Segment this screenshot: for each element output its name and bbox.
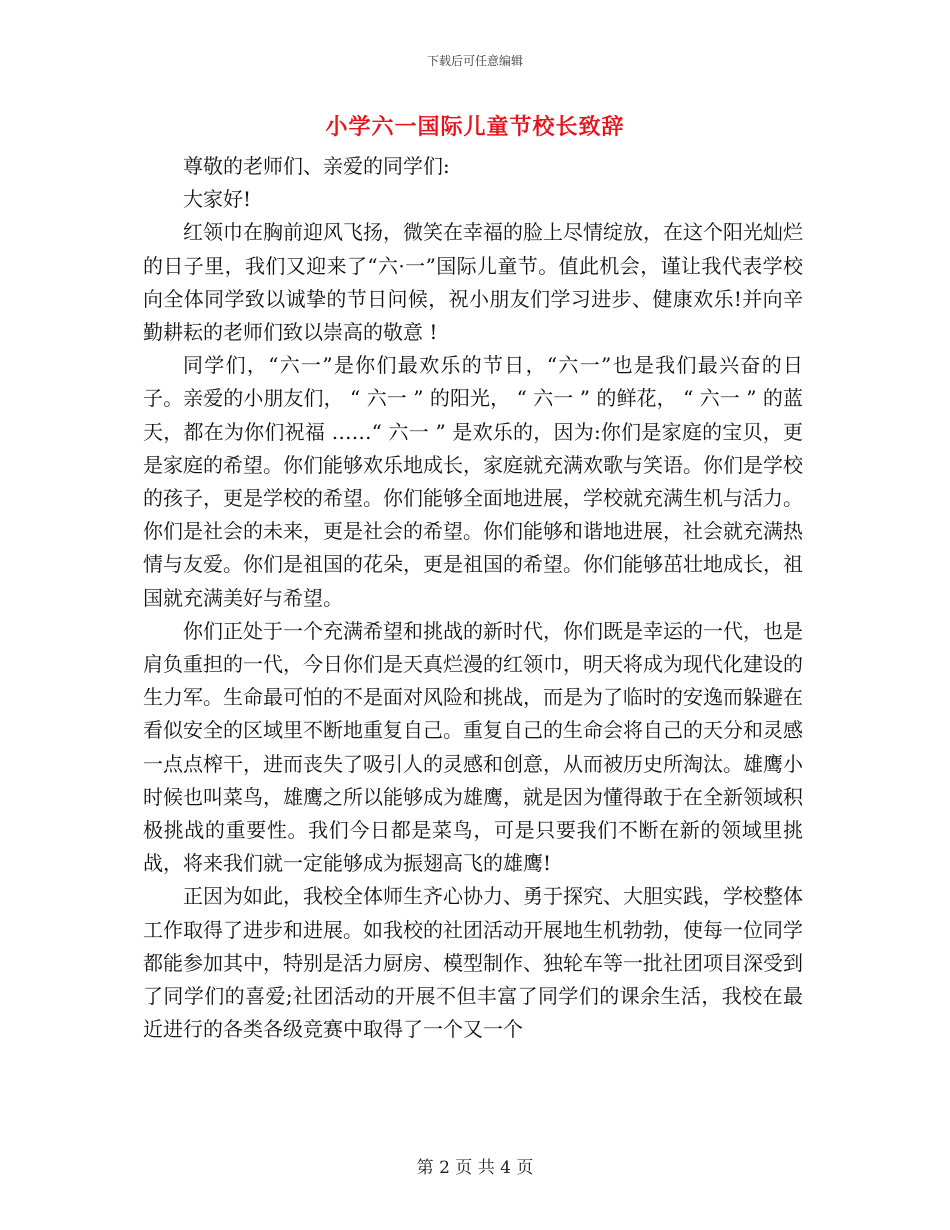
paragraph: 红领巾在胸前迎风飞扬，微笑在幸福的脸上尽情绽放，在这个阳光灿烂的日子里，我们又迎来了“六·一”国际儿童节。值此机会，谨让我代表学校向全体同学致以诚挚的节日问候，祝小朋友们学习进步、健康欢乐!并向辛勤耕耘的老师们致以崇高的敬意 ! <box>143 220 803 345</box>
document-title: 小学六一国际儿童节校长致辞 <box>325 115 625 140</box>
paragraph: 正因为如此，我校全体师生齐心协力、勇于探究、大胆实践，学校整体工作取得了进步和进展。如我校的社团活动开展地生机勃勃，使每一位同学都能参加其中，特别是活力厨房、模型制作、独轮车等一批社团项目深受到了同学们的喜爱;社团活动的开展不但丰富了同学们的课余生活，我校在最近进行的各类各级竞赛中取得了一个又一个 <box>143 884 803 1042</box>
document-body <box>143 150 803 1046</box>
salutation: 尊敬的老师们、亲爱的同学们: <box>183 154 450 178</box>
page-number: 第 2 页 共 4 页 <box>416 1158 534 1178</box>
paragraph: 同学们，“六一”是你们最欢乐的节日，“六一”也是我们最兴奋的日子。亲爱的小朋友们， “ 六一 ” 的阳光， “ 六一 ” 的鲜花， “ 六一 ” 的蓝天，都在为你们祝福 ……“ 六一 ” 是欢乐的，因为:你们是家庭的宝贝，更是家庭的希望。你们能够欢乐地成长，家庭就充满欢歌与笑语。你们是学校的孩子，更是学校的希望。你们能够全面地进展，学校就充满生机与活力。你们是社会的未来，更是社会的希望。你们能够和谐地进展，社会就充满热情与友爱。你们是祖国的花朵，更是祖国的希望。你们能够茁壮地成长，祖国就充满美好与希望。 <box>143 353 803 610</box>
page-header-note: 下载后可任意编辑 <box>426 54 523 68</box>
greeting: 大家好! <box>183 187 252 212</box>
paragraph: 你们正处于一个充满希望和挑战的新时代，你们既是幸运的一代，也是肩负重担的一代，今日你们是天真烂漫的红领巾，明天将成为现代化建设的生力军。生命最可怕的不是面对风险和挑战，而是为了临时的安逸而躲避在看似安全的区域里不断地重复自己。重复自己的生命会将自己的天分和灵感一点点榨干，进而丧失了吸引人的灵感和创意，从而被历史所淘汰。雄鹰小时候也叫菜鸟，雄鹰之所以能够成为雄鹰，就是因为懂得敢于在全新领域积极挑战的重要性。我们今日都是菜鸟，可是只要我们不断在新的领域里挑战，将来我们就一定能够成为振翅高飞的雄鹰! <box>143 618 803 876</box>
